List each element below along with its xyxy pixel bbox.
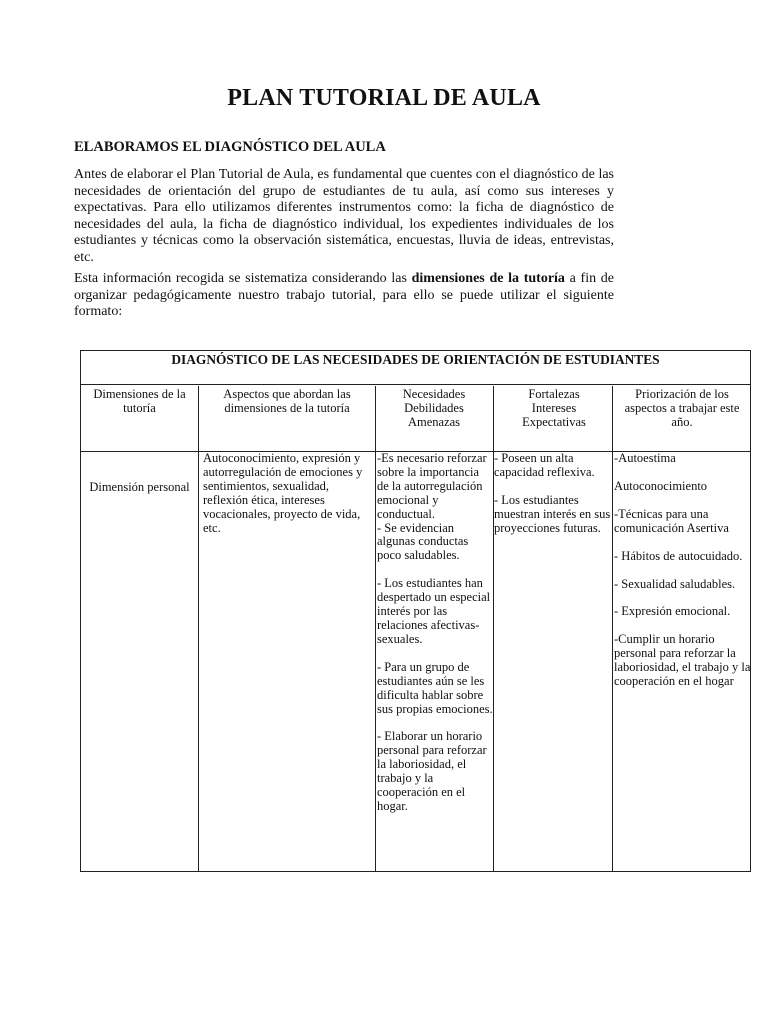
fortaleza-item: - Poseen un alta capacidad reflexiva. [494,451,595,479]
necesidad-item: - Los estudiantes han despertado un especial interés por las relaciones afectivas-sexuales. [377,576,491,646]
header-aspectos: Aspectos que abordan las dimensiones de la tutoría [223,387,351,415]
table-title: DIAGNÓSTICO DE LAS NECESIDADES DE ORIENTACIÓN DE ESTUDIANTES [81,351,750,385]
section-heading: ELABORAMOS EL DIAGNÓSTICO DEL AULA [74,139,386,155]
cell-aspectos: Autoconocimiento, expresión y autorregulación de emociones y sentimientos, sexualidad, reflexión ética, intereses vocacionales, proyecto de vida, etc. [203,451,363,535]
format-paragraph [74,271,614,321]
format-paragraph-start: Esta información recogida se sistematiza considerando las [74,271,412,286]
header-priorizacion: Priorización de los aspectos a trabajar este año. [624,387,740,429]
prioridad-item: -Cumplir un horario personal para reforzar la laboriosidad, el trabajo y la cooperación en el hogar [614,632,751,689]
necesidad-item: - Para un grupo de estudiantes aún se les dificulta hablar sobre sus propias emociones. [377,659,493,716]
fortaleza-item: - Los estudiantes muestran interés en sus proyecciones futuras. [494,492,611,535]
necesidad-item: -Es necesario reforzar sobre la importancia de la autorregulación emocional y conductual. [377,451,487,521]
column-divider [612,386,613,872]
cell-fortalezas [494,452,612,536]
cell-necesidades [377,452,493,814]
header-dimensiones: Dimensiones de la tutoría [93,387,186,415]
prioridad-item: - Sexualidad saludables. [614,576,736,591]
cell-priorizacion [614,452,752,689]
header-fortalezas: Fortalezas Intereses Expectativas [522,387,586,429]
necesidad-item: - Se evidencian algunas conductas poco saludables. [377,520,469,563]
prioridad-item: Autoconocimiento [614,478,708,493]
cell-dimension: Dimensión personal [89,480,190,494]
column-divider [375,386,376,872]
intro-paragraph: Antes de elaborar el Plan Tutorial de Aula, es fundamental que cuentes con el diagnóstico de las necesidades de orientación del grupo de estudiantes de tu aula, así como sus intereses y expectativas. Para ello utilizamos diferentes instrumentos como: la ficha de diagnóstico de necesidades del aula, la ficha de diagnóstico individual, los expedientes individuales de los estudiantes y técnicas como la observación sistemática, encuestas, lluvia de ideas, entrevistas, etc. [74,167,614,265]
format-paragraph-end: a fin de organizar pedagógicamente nuestro trabajo tutorial, para ello se puede utilizar el siguiente formato: [74,271,614,319]
column-divider [198,386,199,872]
prioridad-item: -Técnicas para una comunicación Asertiva [614,506,729,535]
page-title: PLAN TUTORIAL DE AULA [227,85,541,111]
prioridad-item: - Expresión emocional. [614,604,731,619]
format-paragraph-bold: dimensiones de la tutoría [411,271,565,286]
prioridad-item: - Hábitos de autocuidado. [614,548,743,563]
header-necesidades: Necesidades Debilidades Amenazas [402,387,466,429]
diagnostic-table [80,350,751,872]
prioridad-item: -Autoestima [614,451,676,465]
necesidad-item: - Elaborar un horario personal para reforzar la laboriosidad, el trabajo y la cooperación en el hogar. [377,729,487,813]
